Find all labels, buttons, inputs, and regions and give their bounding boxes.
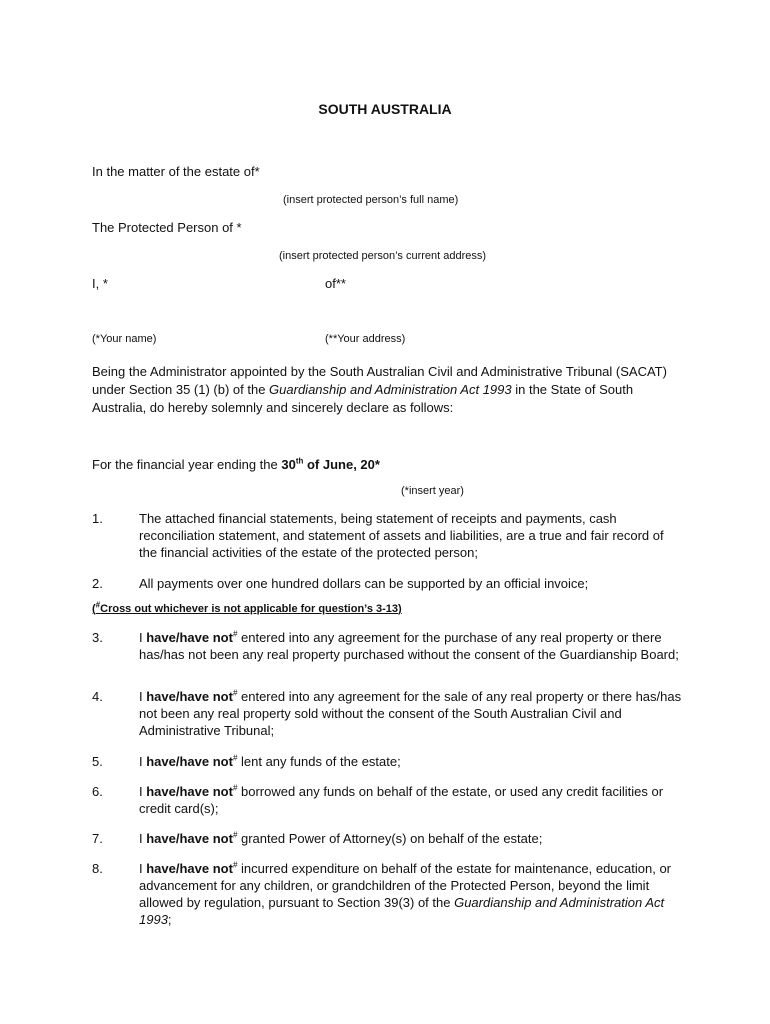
item-text: All payments over one hundred dollars can be supported by an official invoice; <box>139 576 589 591</box>
item-body: lent any funds of the estate; <box>237 754 401 769</box>
item-mark: # <box>232 629 238 639</box>
item-mark: # <box>232 783 238 793</box>
cross-out-note <box>92 600 402 615</box>
item-choice: have/have not <box>146 630 233 645</box>
item-pre: I <box>139 784 147 799</box>
item-number: 8. <box>92 861 103 876</box>
declarant-name-label: I, * <box>92 276 108 291</box>
note-mark: # <box>95 600 101 610</box>
item-number: 5. <box>92 754 103 769</box>
page-title: SOUTH AUSTRALIA <box>318 101 452 117</box>
item-choice: have/have not <box>146 861 233 876</box>
item-text <box>139 860 684 928</box>
item-number: 3. <box>92 630 103 645</box>
item-text <box>139 629 684 663</box>
financial-year-day: 30 <box>281 457 296 472</box>
act-name: Guardianship and Administration Act 1993 <box>269 382 512 397</box>
your-name-hint: (*Your name) <box>92 333 157 345</box>
estate-label: In the matter of the estate of* <box>92 164 260 179</box>
protected-person-label: The Protected Person of * <box>92 220 242 235</box>
declaration-text-1: Being the Administrator appointed by the South Australian Civil and Administrative Tribunal (SACAT) under Section 35 (1) (b) of the <box>92 364 667 397</box>
item-body: granted Power of Attorney(s) on behalf of the estate; <box>237 831 543 846</box>
item-choice: have/have not <box>146 754 233 769</box>
item-mark: # <box>232 688 238 698</box>
financial-year-prefix: For the financial year ending the <box>92 457 282 472</box>
item-choice: have/have not <box>146 689 233 704</box>
item-pre: I <box>139 630 147 645</box>
declaration-text-2: in the State of South Australia, do hereby solemnly and sincerely declare as follows: <box>92 382 634 415</box>
item-pre: I <box>139 831 147 846</box>
item-number: 4. <box>92 689 103 704</box>
item-text <box>139 753 684 770</box>
item-pre: I <box>139 689 147 704</box>
item-text <box>139 830 684 847</box>
financial-year-day-suffix: th <box>295 456 304 466</box>
financial-year-suffix: of June, 20* <box>303 457 380 472</box>
declarant-address-label: of** <box>325 276 346 291</box>
financial-year-hint: (*insert year) <box>401 485 464 497</box>
item-mark: # <box>232 860 238 870</box>
item-number: 7. <box>92 831 103 846</box>
item-choice: have/have not <box>146 784 233 799</box>
item-text: The attached financial statements, being statement of receipts and payments, cash reconciliation statement, and statement of assets and liabilities, are a true and fair record of the financial activities of the estate of the protected person; <box>139 511 664 560</box>
financial-year-line <box>92 457 380 472</box>
protected-person-hint: (insert protected person’s current address) <box>279 250 487 262</box>
item-mark: # <box>232 830 238 840</box>
declaration-paragraph <box>92 363 672 417</box>
note-text: Cross out whichever is not applicable for question’s 3-13 <box>100 603 399 615</box>
item-text <box>139 688 684 739</box>
item-text <box>139 783 684 817</box>
item-body: entered into any agreement for the sale of any real property or there has/has not been any real property sold without the consent of the South Australian Civil and Administrative Tribunal; <box>139 689 682 738</box>
item-number: 2. <box>92 576 103 591</box>
item-pre: I <box>139 754 147 769</box>
act-name: Guardianship and Administration Act 1993 <box>139 895 665 927</box>
item-choice: have/have not <box>146 831 233 846</box>
estate-hint: (insert protected person’s full name) <box>283 194 459 206</box>
item-end: ; <box>167 912 172 927</box>
item-number: 6. <box>92 784 103 799</box>
your-address-hint: (**Your address) <box>325 333 406 345</box>
note-close-paren: ) <box>398 603 402 615</box>
item-mark: # <box>232 753 238 763</box>
item-body: incurred expenditure on behalf of the estate for maintenance, education, or advancement for any children, or grandchildren of the Protected Person, beyond the limit allowed by regulation, pursuant to Section 39(3) of the <box>139 861 672 910</box>
item-pre: I <box>139 861 147 876</box>
item-body: entered into any agreement for the purchase of any real property or there has/has not been any real property purchased without the consent of the Guardianship Board; <box>139 630 679 662</box>
note-open-paren: ( <box>92 603 96 615</box>
item-body: borrowed any funds on behalf of the estate, or used any credit facilities or credit card(s); <box>139 784 664 816</box>
item-number: 1. <box>92 511 103 526</box>
